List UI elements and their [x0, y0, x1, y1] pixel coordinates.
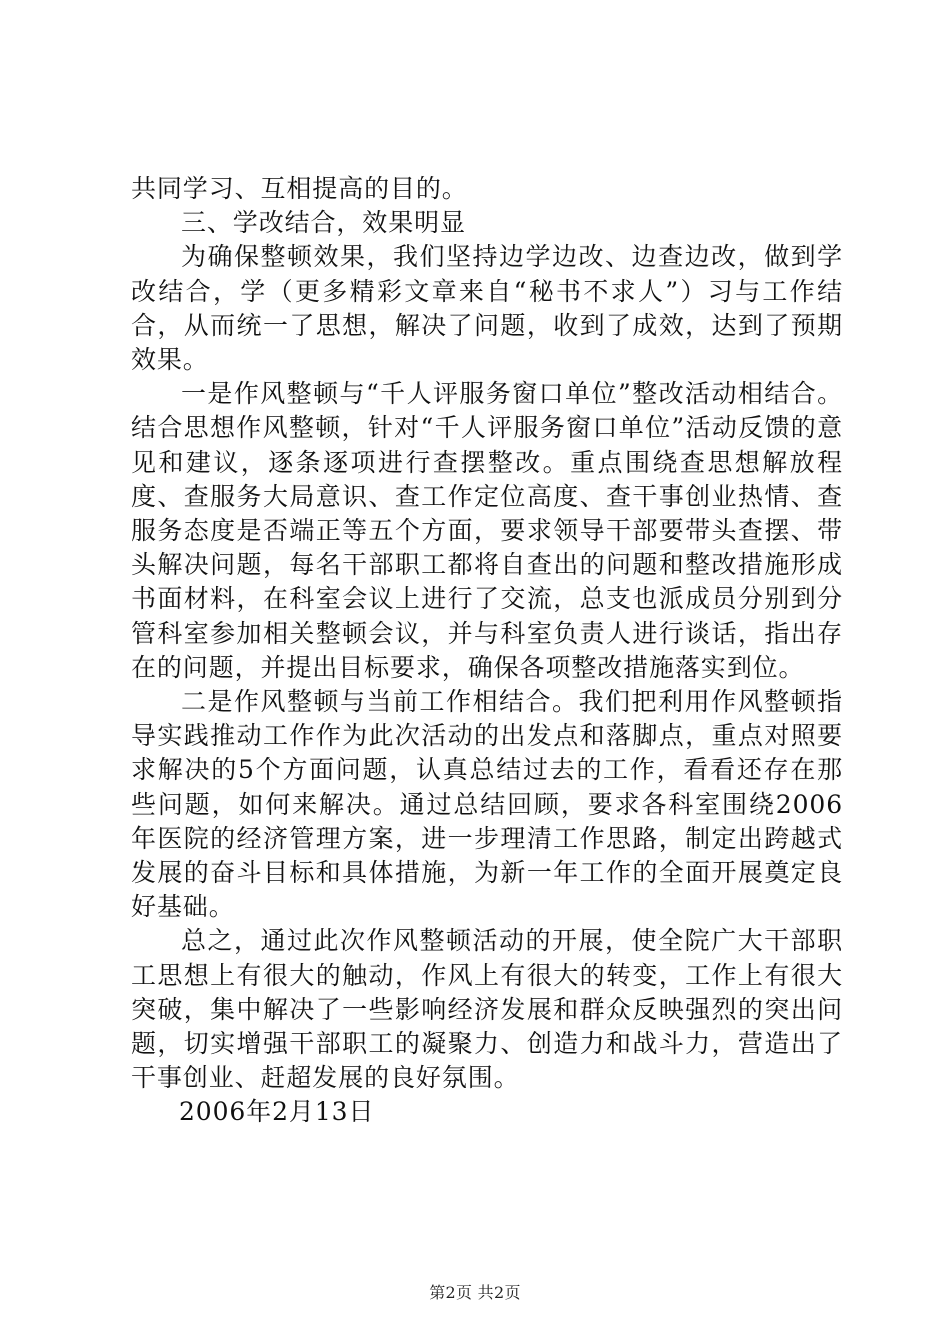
paragraph-point-two: 二是作风整顿与当前工作相结合。我们把利用作风整顿指导实践推动工作作为此次活动的出发点和落脚点，重点对照要求解决的5个方面问题，认真总结过去的工作，看看还存在那些问题，如何来解决。通过总结回顾，要求各科室围绕2006年医院的经济管理方案，进一步理清工作思路，制定出跨越式发展的奋斗目标和具体措施，为新一年工作的全面开展奠定良好基础。 — [131, 687, 843, 922]
document-body — [131, 172, 843, 1130]
paragraph-summary: 总之，通过此次作风整顿活动的开展，使全院广大干部职工思想上有很大的触动，作风上有很大的转变，工作上有很大突破，集中解决了一些影响经济发展和群众反映强烈的突出问题，切实增强干部职工的凝聚力、创造力和战斗力，营造出了干事创业、赶超发展的良好氛围。 — [131, 926, 843, 1093]
paragraph-intro: 为确保整顿效果，我们坚持边学边改、边查边改，做到学改结合，学（更多精彩文章来自“秘书不求人”）习与工作结合，从而统一了思想，解决了问题，收到了成效，达到了预期效果。 — [131, 242, 843, 375]
paragraph-closing-fragment: 共同学习、互相提高的目的。 — [131, 174, 468, 203]
document-date: 2006年2月13日 — [179, 1097, 375, 1127]
paragraph-point-one: 一是作风整顿与“千人评服务窗口单位”整改活动相结合。结合思想作风整顿，针对“千人评服务窗口单位”活动反馈的意见和建议，逐条逐项进行查摆整改。重点围绕查思想解放程度、查服务大局意识、查工作定位高度、查干事创业热情、查服务态度是否端正等五个方面，要求领导干部要带头查摆、带头解决问题，每名干部职工都将自查出的问题和整改措施形成书面材料，在科室会议上进行了交流，总支也派成员分别到分管科室参加相关整顿会议，并与科室负责人进行谈话，指出存在的问题，并提出目标要求，确保各项整改措施落实到位。 — [131, 379, 843, 682]
page-footer: 第2页 共2页 — [429, 1283, 521, 1302]
section-heading: 三、学改结合，效果明显 — [181, 208, 466, 238]
